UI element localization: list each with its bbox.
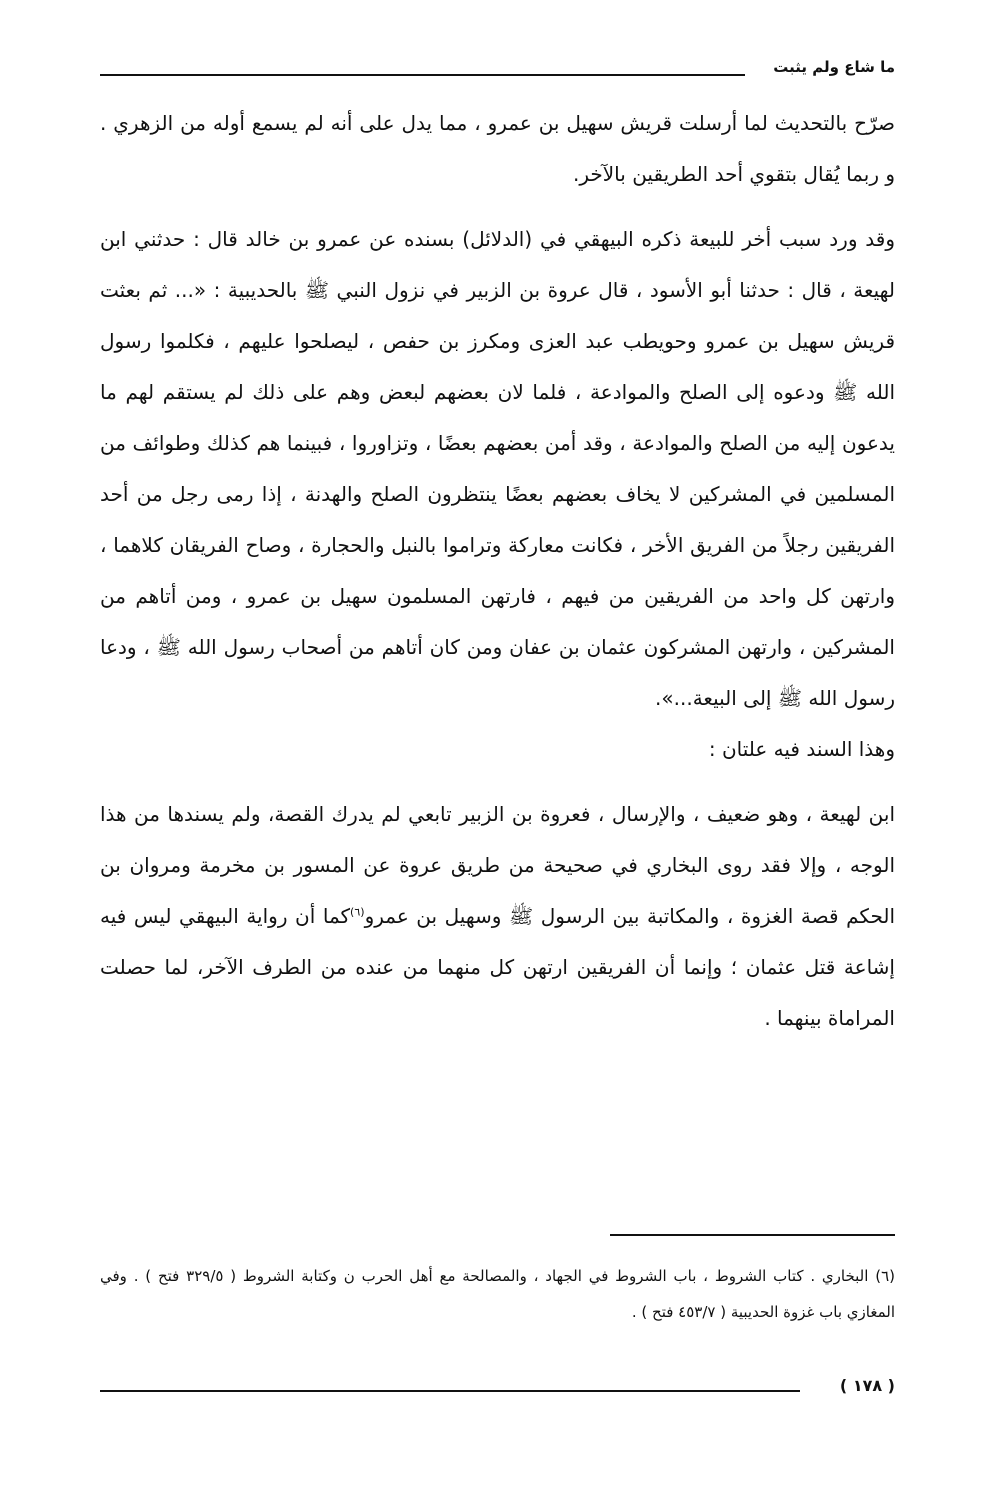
header-rule: [100, 74, 745, 76]
paragraph: صرّح بالتحديث لما أرسلت قريش سهيل بن عمرو ، مما يدل على أنه لم يسمع أوله من الزهري . و ربما يُقال بتقوي أحد الطريقين بالآخر.: [100, 111, 895, 186]
running-header: [100, 56, 895, 82]
running-title: ما شاع ولم يثبت: [761, 58, 895, 76]
footnote-reference: (٦): [350, 905, 365, 919]
paragraph: وهذا السند فيه علتان :: [708, 737, 895, 761]
page-footer: [100, 1374, 895, 1404]
paragraph-text: ابن لهيعة ، وهو ضعيف ، والإرسال ، فعروة بن الزبير تابعي لم يدرك القصة، ولم يسندها من هذا الوجه ، وإلا فقد روى البخاري في صحيحة من طريق عروة عن المسور بن مخرمة ومروان بن الحكم قصة الغزوة ، والمكاتبة بين الرسول ﷺ وسهيل بن عمرو: [100, 802, 896, 928]
main-text: [100, 98, 895, 1044]
footnote: (٦) البخاري . كتاب الشروط ، باب الشروط في الجهاد ، والمصالحة مع أهل الحرب ن وكتابة الشروط ( ٣٢٩/٥ فتح ) . وفي المغازي باب غزوة الحديبية ( ٤٥٣/٧ فتح ) .: [100, 1267, 895, 1321]
footer-rule: [100, 1390, 800, 1392]
paragraph: [100, 789, 895, 1044]
footnote-separator: [610, 1234, 895, 1236]
page-number: ( ١٧٨ ): [830, 1376, 895, 1395]
paragraph-text: كما أن رواية البيهقي ليس فيه إشاعة قتل عثمان ؛ وإنما أن الفريقين ارتهن كل منهما من عنده من الطرف الآخر، لما حصلت المراماة بينهما .: [100, 904, 895, 1030]
paragraph: وقد ورد سبب أخر للبيعة ذكره البيهقي في (الدلائل) بسنده عن عمرو بن خالد قال : حدثني ابن لهيعة ، قال : حدثنا أبو الأسود ، قال عروة بن الزبير في نزول النبي ﷺ بالحديبية : «... ثم بعثت قريش سهيل بن عمرو وحويطب عبد العزى ومكرز بن حفص ، ليصلحوا عليهم ، فكلموا رسول الله ﷺ ودعوه إلى الصلح والموادعة ، فلما لان بعضهم لبعض وهم على ذلك لم يستقم لهم ما يدعون إليه من الصلح والموادعة ، وقد أمن بعضهم بعضًا ، وتزاوروا ، فبينما هم كذلك وطوائف من المسلمين في المشركين لا يخاف بعضهم بعضًا ينتظرون الصلح والهدنة ، إذا رمى رجل من أحد الفريقين رجلاً من الفريق الأخر ، فكانت معاركة وتراموا بالنبل والحجارة ، وصاح الفريقان كلاهما ، وارتهن كل واحد من الفريقين من فيهم ، فارتهن المسلمون سهيل بن عمرو ، ومن أتاهم من المشركين ، وارتهن المشركون عثمان بن عفان ومن كان أتاهم من أصحاب رسول الله ﷺ ، ودعا رسول الله ﷺ إلى البيعة...».: [100, 227, 895, 710]
